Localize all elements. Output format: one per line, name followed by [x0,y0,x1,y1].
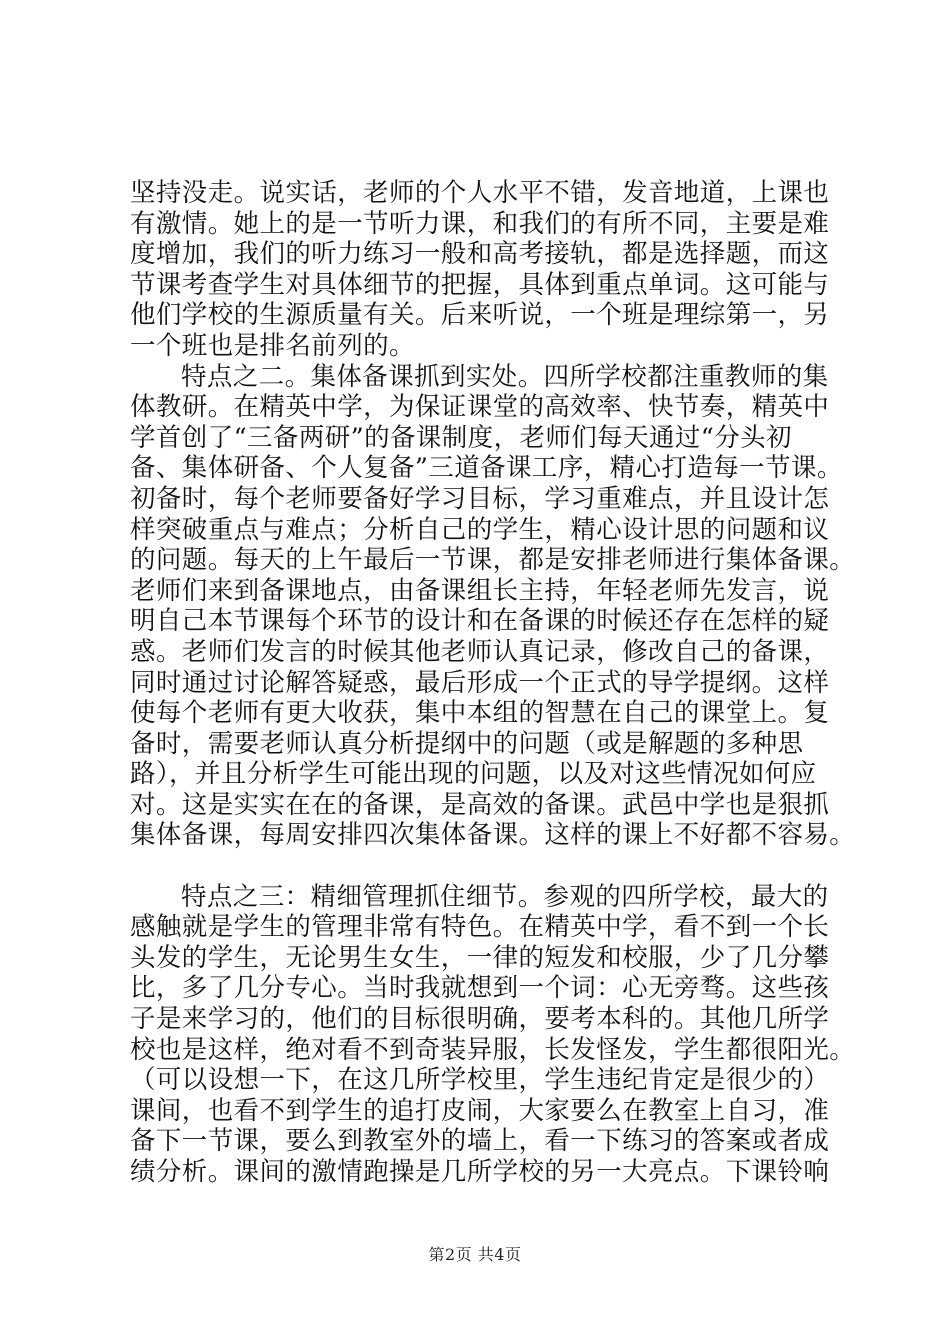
text-line: 备时，需要老师认真分析提纲中的问题（或是解题的多种思 [130,728,804,759]
text-line: 度增加，我们的听力练习一般和高考接轨，都是选择题，而这 [130,239,830,270]
text-line: 一个班也是排名前列的。 [130,330,415,361]
paragraph-1 [130,178,830,362]
text-line: 学首创了“三备两研”的备课制度，老师们每天通过“分头初 [130,422,792,453]
text-line: 绩分析。课间的激情跑操是几所学校的另一大亮点。下课铃响 [130,1157,830,1187]
text-line: 路），并且分析学生可能出现的问题，以及对这些情况如何应 [130,759,817,790]
text-line: 课间，也看不到学生的追打皮闹，大家要么在教室上自习，准 [130,1095,830,1126]
paragraph-3 [130,881,856,1188]
text-line: （可以设想一下，在这几所学校里，学生违纪肯定是很少的） [130,1065,830,1096]
page-number-footer: 第2页 共4页 [428,1245,522,1264]
text-line: 头发的学生，无论男生女生，一律的短发和校服，少了几分攀 [130,942,830,973]
text-line: 他们学校的生源质量有关。后来听说，一个班是理综第一，另 [130,300,830,331]
text-line: 特点之二。集体备课抓到实处。四所学校都注重教师的集 [181,361,829,392]
text-line: 初备时，每个老师要备好学习目标，学习重难点，并且设计怎 [130,483,830,514]
text-line: 老师们来到备课地点，由备课组长主持，年轻老师先发言，说 [130,575,830,606]
text-line: 体教研。在精英中学，为保证课堂的高效率、快节奏，精英中 [130,392,830,423]
text-line: 坚持没走。说实话，老师的个人水平不错，发音地道，上课也 [130,178,830,208]
text-line: 使每个老师有更大收获，集中本组的智慧在自己的课堂上。复 [130,698,830,729]
text-line: 感触就是学生的管理非常有特色。在精英中学，看不到一个长 [130,912,830,943]
text-line: 同时通过讨论解答疑惑，最后形成一个正式的导学提纲。这样 [130,667,830,698]
text-line: 备下一节课，要么到教室外的墙上，看一下练习的答案或者成 [130,1126,830,1157]
text-line: 节课考查学生对具体细节的把握，具体到重点单词。这可能与 [130,269,830,300]
text-line: 特点之三：精细管理抓住细节。参观的四所学校，最大的 [181,881,829,912]
text-line: 比，多了几分专心。当时我就想到一个词：心无旁骛。这些孩 [130,973,830,1004]
text-line: 校也是这样，绝对看不到奇装异服，长发怪发，学生都很阳光。 [130,1034,856,1065]
document-body [130,178,856,1188]
text-line: 对。这是实实在在的备课，是高效的备课。武邑中学也是狠抓 [130,789,830,820]
text-line: 惑。老师们发言的时候其他老师认真记录，修改自己的备课， [130,636,830,667]
text-line: 明自己本节课每个环节的设计和在备课的时候还存在怎样的疑 [130,606,830,637]
text-line: 集体备课，每周安排四次集体备课。这样的课上不好都不容易。 [130,820,856,851]
text-line: 备、集体研备、个人复备”三道备课工序，精心打造每一节课。 [130,453,843,484]
text-line: 的问题。每天的上午最后一节课，都是安排老师进行集体备课。 [130,545,856,576]
text-line: 有激情。她上的是一节听力课，和我们的有所不同，主要是难 [130,208,830,239]
paragraph-2 [130,361,856,852]
text-line: 子是来学习的，他们的目标很明确，要考本科的。其他几所学 [130,1004,830,1035]
text-line: 样突破重点与难点；分析自己的学生，精心设计思的问题和议 [130,514,830,545]
